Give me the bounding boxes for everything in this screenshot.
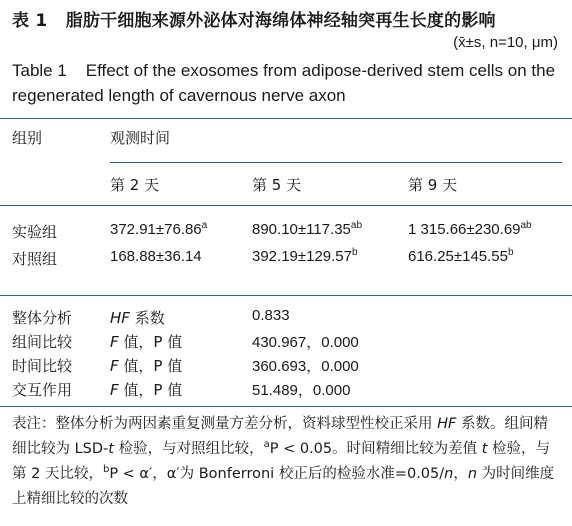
table-title-text-en: Effect of the exosomes from adipose-derived stem cells on the regenerated length of cavernous nerve axon bbox=[12, 61, 556, 105]
analysis-label: 整体分析 bbox=[12, 309, 73, 327]
stat-name: 值，P 值 bbox=[118, 357, 183, 375]
analysis-label: 时间比较 bbox=[12, 357, 73, 375]
table-label-zh: 表 1 bbox=[12, 11, 48, 31]
stat-name: 值，P 值 bbox=[118, 381, 183, 399]
cell-sup: b bbox=[508, 247, 514, 258]
subheader-day9: 第 9 天 bbox=[408, 176, 458, 194]
table-label-en: Table 1 bbox=[12, 61, 67, 80]
stat-name: 系数 bbox=[129, 309, 165, 327]
row-group-control: 对照组 bbox=[12, 250, 58, 268]
cell-value: 168.88±36.14 bbox=[110, 248, 202, 265]
note-text: t bbox=[481, 441, 488, 457]
unit-note: (x̄±s, n=10, μm) bbox=[453, 34, 558, 51]
note-sup: a bbox=[263, 439, 270, 450]
stat-symbol: F bbox=[110, 333, 119, 351]
note-sup: b bbox=[102, 464, 110, 475]
analysis-value: 0.833 bbox=[252, 307, 290, 324]
table-cell bbox=[408, 248, 514, 265]
note-text: ， bbox=[453, 466, 468, 482]
table-title-text-zh: 脂肪干细胞来源外泌体对海绵体神经轴突再生长度的影响 bbox=[65, 11, 496, 31]
table-cell bbox=[252, 248, 358, 265]
cell-sup: ab bbox=[350, 220, 363, 231]
note-text: t bbox=[108, 441, 114, 457]
subheader-day2: 第 2 天 bbox=[110, 176, 160, 194]
cell-value: 616.25±145.55 bbox=[408, 248, 508, 265]
cell-value: 372.91±76.86 bbox=[110, 221, 202, 238]
cell-value: 1 315.66±230.69 bbox=[408, 221, 521, 238]
stat-symbol: HF bbox=[110, 309, 130, 327]
analysis-label: 组间比较 bbox=[12, 333, 73, 351]
subheader-day5: 第 5 天 bbox=[252, 176, 302, 194]
note-text: 为时间维度上精细比较的次数 bbox=[12, 466, 555, 507]
note-text: P < α′，α′为 Bonferroni 校正后的检验水准=0.05/ bbox=[109, 466, 445, 482]
header-bottom-rule bbox=[0, 205, 572, 206]
note-text: 检验，与对照组比较， bbox=[113, 441, 264, 457]
header-time: 观测时间 bbox=[110, 129, 171, 147]
note-text: 检验，与第 2 天比较， bbox=[12, 441, 551, 482]
data-bottom-rule bbox=[0, 295, 572, 296]
stat-symbol: F bbox=[110, 381, 119, 399]
stat-name: 值，P 值 bbox=[118, 333, 183, 351]
header-group-rule bbox=[110, 162, 562, 163]
analysis-stat bbox=[110, 379, 182, 400]
cell-sup: ab bbox=[520, 220, 532, 231]
stat-symbol: F bbox=[110, 357, 119, 375]
note-text: n bbox=[444, 466, 454, 482]
note-text: n bbox=[467, 466, 478, 482]
analysis-stat bbox=[110, 331, 182, 352]
table-bottom-rule bbox=[0, 406, 572, 407]
cell-value: 392.19±129.57 bbox=[252, 248, 352, 265]
analysis-value: 430.967，0.000 bbox=[252, 334, 359, 351]
note-text: HF bbox=[437, 416, 457, 432]
analysis-value: 51.489，0.000 bbox=[252, 382, 351, 399]
row-group-experimental: 实验组 bbox=[12, 223, 58, 241]
note-text: 表注：整体分析为两因素重复测量方差分析，资料球型性校正采用 bbox=[12, 416, 438, 432]
cell-sup: b bbox=[352, 247, 358, 258]
note-text: P < 0.05。时间精细比较为差值 bbox=[269, 441, 482, 457]
table-title-en bbox=[12, 58, 562, 108]
table-cell bbox=[110, 221, 207, 238]
analysis-value: 360.693，0.000 bbox=[252, 358, 359, 375]
table-footnote bbox=[12, 412, 562, 512]
table-cell bbox=[408, 221, 532, 238]
table-cell bbox=[110, 248, 202, 265]
table-title-zh bbox=[12, 6, 496, 31]
cell-sup: a bbox=[201, 220, 208, 231]
analysis-stat bbox=[110, 355, 182, 376]
cell-value: 890.10±117.35 bbox=[252, 221, 351, 238]
header-group: 组别 bbox=[12, 129, 43, 147]
analysis-stat bbox=[110, 307, 165, 328]
table-cell bbox=[252, 221, 362, 238]
top-rule bbox=[0, 118, 572, 119]
note-text: 系数。组间精细比较为 LSD- bbox=[12, 416, 548, 457]
analysis-label: 交互作用 bbox=[12, 381, 73, 399]
